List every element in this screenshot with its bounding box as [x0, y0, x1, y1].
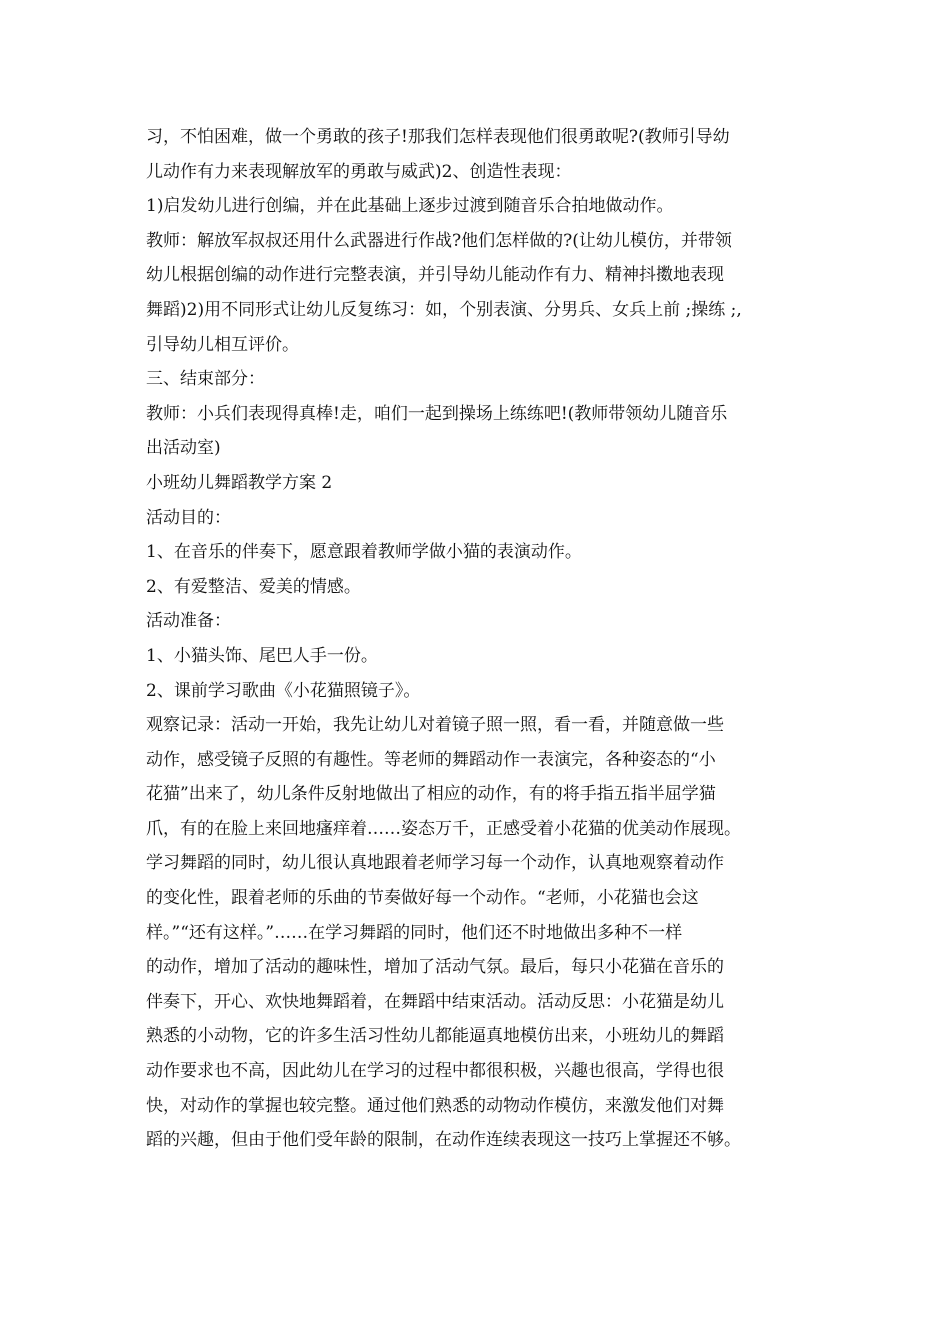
text-line: 学习舞蹈的同时，幼儿很认真地跟着老师学习每一个动作，认真地观察着动作: [146, 853, 724, 874]
text-line: 习，不怕困难，做一个勇敢的孩子!那我们怎样表现他们很勇敢呢?(教师引导幼: [146, 127, 730, 147]
section-heading: 三、结束部分：: [146, 369, 265, 390]
text-line: 舞蹈)2)用不同形式让幼儿反复练习：如，个别表演、分男兵、女兵上前 ;操练 ;,: [146, 299, 742, 320]
list-item: 1、小猫头饰、尾巴人手一份。: [146, 645, 378, 666]
text-line: 蹈的兴趣，但由于他们受年龄的限制，在动作连续表现这一技巧上掌握还不够。: [146, 1130, 741, 1151]
text-line: 1)启发幼儿进行创编，并在此基础上逐步过渡到随音乐合拍地做动作。: [146, 196, 674, 217]
text-line: 出活动室): [146, 438, 221, 459]
text-line: 快，对动作的掌握也较完整。通过他们熟悉的动物动作模仿，来激发他们对舞: [146, 1095, 724, 1116]
text-line: 的变化性，跟着老师的乐曲的节奏做好每一个动作。“老师，小花猫也会这: [146, 888, 699, 909]
text-line: 样。”“还有这样。”……在学习舞蹈的同时，他们还不时地做出多种不一样: [146, 922, 683, 943]
text-line: 花猫”出来了，幼儿条件反射地做出了相应的动作，有的将手指五指半屈学猫: [146, 784, 716, 805]
text-line: 教师：小兵们表现得真棒!走，咱们一起到操场上练练吧!(教师带领幼儿随音乐: [146, 403, 728, 424]
list-item: 1、在音乐的伴奏下，愿意跟着教师学做小猫的表演动作。: [146, 542, 582, 563]
text-line: 熟悉的小动物，它的许多生活习性幼儿都能逼真地模仿出来，小班幼儿的舞蹈: [146, 1026, 724, 1047]
section-heading: 活动目的：: [146, 507, 231, 528]
list-item: 2、课前学习歌曲《小花猫照镜子》。: [146, 680, 421, 701]
text-line: 爪，有的在脸上来回地瘙痒着……姿态万千，正感受着小花猫的优美动作展现。: [146, 818, 741, 839]
text-line: 观察记录：活动一开始，我先让幼儿对着镜子照一照，看一看，并随意做一些: [146, 715, 724, 736]
text-line: 引导幼儿相互评价。: [146, 334, 299, 355]
text-line: 动作，感受镜子反照的有趣性。等老师的舞蹈动作一表演完，各种姿态的“小: [146, 749, 716, 770]
section-heading: 活动准备：: [146, 611, 231, 632]
text-line: 动作要求也不高，因此幼儿在学习的过程中都很积极，兴趣也很高，学得也很: [146, 1061, 724, 1082]
document-body: [146, 120, 826, 1158]
list-item: 2、有爱整洁、爱美的情感。: [146, 576, 361, 597]
text-line: 教师：解放军叔叔还用什么武器进行作战?他们怎样做的?(让幼儿模仿，并带领: [146, 230, 732, 251]
text-line: 幼儿根据创编的动作进行完整表演，并引导幼儿能动作有力、精神抖擞地表现: [146, 265, 724, 286]
text-line: 儿动作有力来表现解放军的勇敢与威武)2、创造性表现：: [146, 161, 572, 182]
text-line: 伴奏下，开心、欢快地舞蹈着，在舞蹈中结束活动。活动反思：小花猫是幼儿: [146, 991, 724, 1012]
document-title: 小班幼儿舞蹈教学方案 2: [146, 472, 333, 493]
text-line: 的动作，增加了活动的趣味性，增加了活动气氛。最后，每只小花猫在音乐的: [146, 957, 724, 978]
